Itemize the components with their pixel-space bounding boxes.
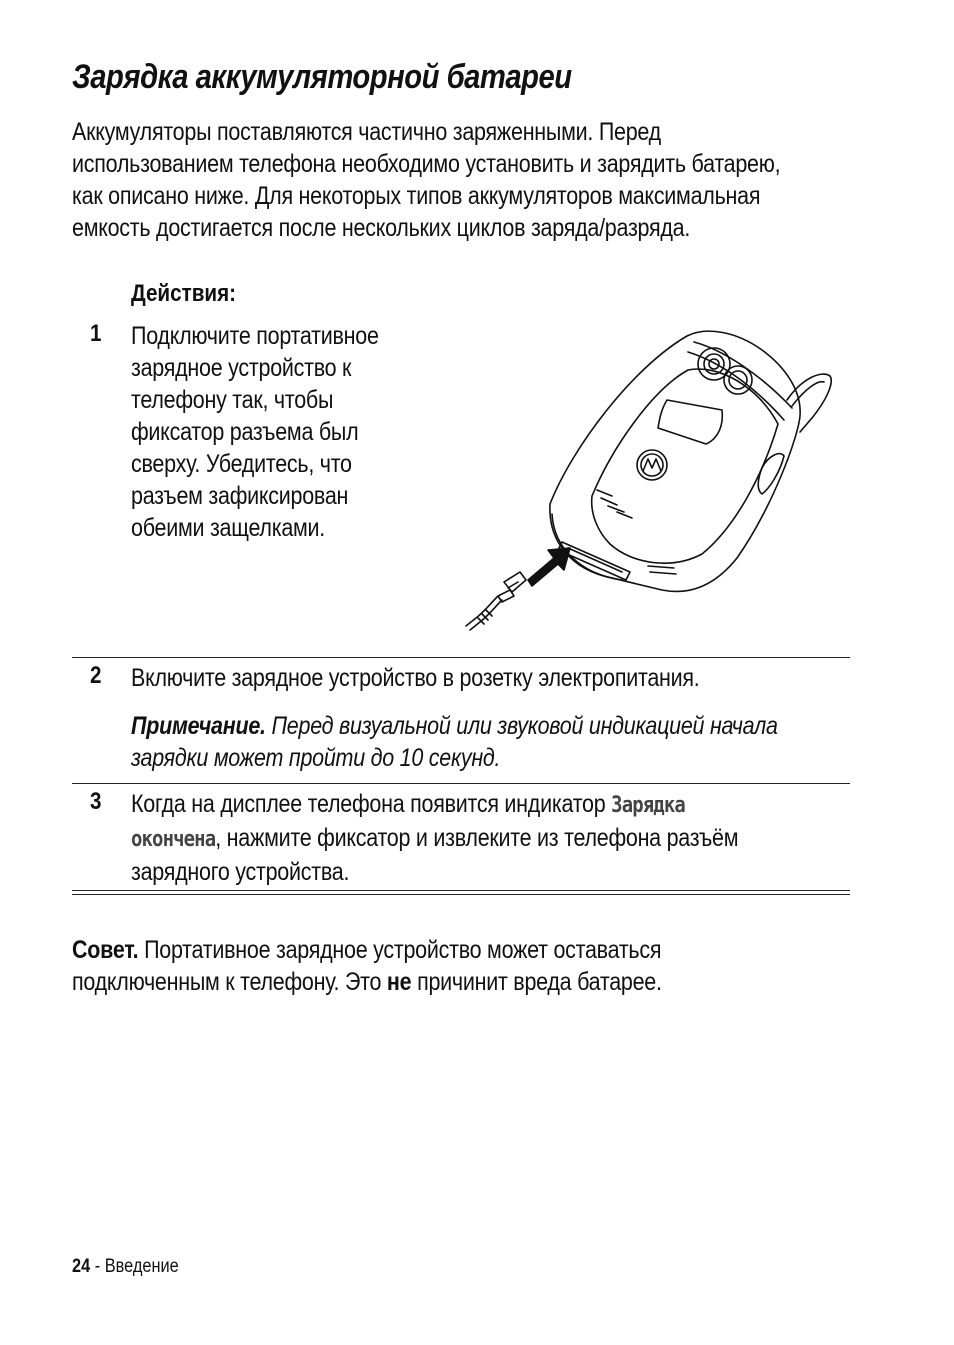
intro-line: использованием телефона необходимо установить и зарядить батарею, <box>72 150 781 178</box>
note-line <box>131 710 778 742</box>
arrow-icon <box>528 548 570 586</box>
tip-paragraph <box>72 934 662 998</box>
table-end-rule <box>72 890 850 891</box>
step-number: 2 <box>90 662 102 689</box>
display-text: Зарядка <box>611 793 685 818</box>
phone-charger-illustration <box>462 328 838 634</box>
page-footer <box>72 1256 179 1278</box>
tip-text: Портативное зарядное устройство может оставаться <box>144 936 662 964</box>
step-text-segment: Когда на дисплее телефона появится индикатор <box>131 790 612 818</box>
step-line: Подключите портативное <box>131 322 379 350</box>
step-line: Включите зарядное устройство в розетку электропитания. <box>131 664 700 692</box>
step-number: 3 <box>90 788 102 815</box>
tip-line <box>72 934 662 966</box>
step-line: сверху. Убедитесь, что <box>131 450 352 478</box>
intro-line: как описано ниже. Для некоторых типов аккумуляторов максимальная <box>72 182 761 210</box>
step-line: телефону так, чтобы <box>131 386 334 414</box>
note-line: зарядки может пройти до 10 секунд. <box>131 744 501 772</box>
step-divider <box>72 657 850 658</box>
display-text: окончена <box>131 827 216 852</box>
step-number: 1 <box>90 320 102 347</box>
actions-heading: Действия: <box>131 280 237 307</box>
intro-line: Аккумуляторы поставляются частично заряженными. Перед <box>72 118 661 146</box>
step-line <box>131 822 738 856</box>
intro-line: емкость достигается после нескольких циклов заряда/разряда. <box>72 214 691 242</box>
motorola-logo-icon <box>637 450 667 480</box>
step-line: зарядного устройства. <box>131 858 350 886</box>
step-2-text <box>131 662 700 694</box>
step-line: зарядное устройство к <box>131 354 352 382</box>
step-line: разъем зафиксирован <box>131 482 349 510</box>
page-number: 24 <box>72 1256 91 1277</box>
step-1-text <box>131 320 379 544</box>
step-line: обеими защелками. <box>131 514 326 542</box>
page-title: Зарядка аккумуляторной батареи <box>72 58 572 96</box>
tip-text: подключенным к телефону. Это <box>72 968 387 996</box>
footer-separator: - <box>90 1256 105 1277</box>
section-name: Введение <box>104 1256 179 1277</box>
note-label: Примечание. <box>131 712 266 740</box>
step-3-text <box>131 788 738 888</box>
tip-text: причинит вреда батарее. <box>411 968 662 996</box>
tip-line <box>72 966 662 998</box>
step-line <box>131 788 738 822</box>
step-text-segment: , нажмите фиксатор и извлеките из телефона разъём <box>215 824 739 852</box>
tip-label: Совет. <box>72 936 139 964</box>
tip-emphasis: не <box>386 968 412 996</box>
table-end-rule <box>72 894 850 895</box>
step-divider <box>72 783 850 784</box>
intro-paragraph <box>72 116 846 244</box>
note-text: Перед визуальной или звуковой индикацией начала <box>271 712 778 740</box>
step-line: фиксатор разъема был <box>131 418 359 446</box>
note <box>131 710 778 774</box>
